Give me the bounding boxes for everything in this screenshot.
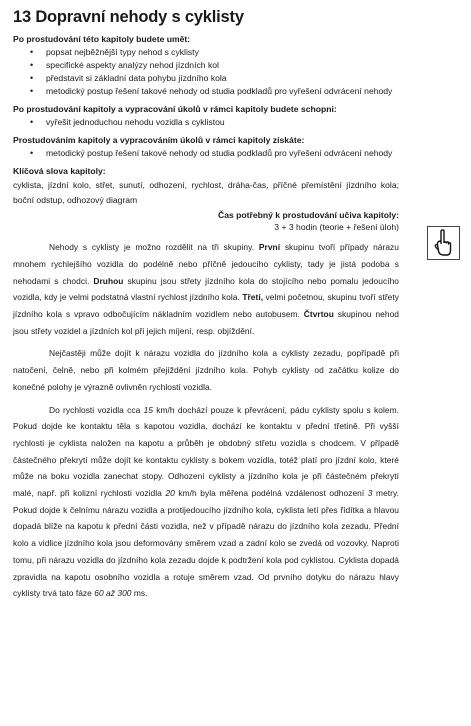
list-item: • metodický postup řešení takové nehody od studia podkladů pro vyřešení odvrácení nehody — [13, 147, 399, 160]
keywords-heading: Klíčová slova kapitoly: — [13, 166, 106, 176]
goals-list — [13, 46, 399, 98]
study-time — [13, 209, 399, 233]
list-item: • vyřešit jednoduchou nehodu vozidla s cyklistou — [13, 116, 399, 129]
list-item: • specifické aspekty analýzy nehod jízdních kol — [13, 59, 399, 72]
list-item: • popsat nejběžnější typy nehod s cyklisty — [13, 46, 399, 59]
page — [13, 8, 399, 602]
study-time-label: Čas potřebný k prostudování učiva kapitoly: — [218, 210, 399, 221]
chapter-title: 13 Dopravní nehody s cyklisty — [13, 8, 244, 26]
list-item: • metodický postup řešení takové nehody od studia podkladů pro vyřešení odvrácení nehody — [13, 85, 399, 98]
pointing-hand-icon — [427, 226, 460, 260]
paragraph-3: Do rychlosti vozidla cca 15 km/h dochází pouze k převrácení, pádu cyklisty spolu s kolem. Pokud dojde ke kontaktu těla s kapotou vozidla, dochází ke kontaktu v přední třetině. Při vyšší rychlosti je cyklista naložen na kapotu a průběh je obdobný střetu vozidla s chodcem. V případě částečného překrytí může dojít ke kontaktu cyklisty s bokem vozidla, totéž platí pro jízdní kolo, které může na boku vozidla zanechat stopy. Odhození cyklisty a jízdního kola je při částečném překrytí malé, např. při kolizní rychlosti vozidla 20 km/h byla měřena podélná vzdálenost odhození 3 metry. Pokud dojde k čelnímu nárazu vozidla a protijedoucího jízdního kola, cyklista letí přes řídítka a hlavou dopadá blíže na kapotu k přední části vozidla, než v případě nárazu do jízdního kola zezadu. Přední kolo a vidlice jízdního kola jsou deformovány směrem vzad a zadní kolo se zvedá od vozovky. Naproti tomu, při nárazu vozidla do jízdního kola zezadu dojde k podtržení kola pod cyklistou. Cyklista dopadá zpravidla na kapotu osobního vozidla a rotuje směrem vzad. Od prvního dotyku do nárazu hlavy cyklisty trvá tato fáze 60 až 300 ms. — [13, 404, 399, 599]
gains-heading: Prostudováním kapitoly a vypracováním úkolů v rámci kapitoly získáte: — [13, 135, 305, 145]
paragraph-1: Nehody s cyklisty je možno rozdělit na tři skupiny. První skupinu tvoří případy nárazu mnohem rychlejšího vozidla do podélně nebo příčně jedoucího cyklisty, tady je jistá podoba s nehodami s chodci. Druhou skupinu jsou střety jízdního kola do stojícího nebo pomalu jedoucího vozidla, kdy je velmi podstatná vlastní rychlost jízdního kola. Třetí, velmi početnou, skupinu tvoří střety jízdního kola s vpravo odbočujícím nákladním vozidlem nebo autobusem. Čtvrtou skupinou nehod jsou střety vozidel a jízdních kol při jejich míjení, resp. objíždění. — [13, 242, 400, 336]
paragraph-2: Nejčastěji může dojít k nárazu vozidla do jízdního kola a cyklisty zezadu, popřípadě při natočení, čelně, nebo při kolmém přejíždění jízdního kola. Pohyb cyklisty od začátku kolize do konečné polohy je výrazně ovlivněn rychlostí vozidla. — [13, 348, 399, 392]
skills-list — [13, 116, 399, 129]
skills-heading: Po prostudování kapitoly a vypracování úkolů v rámci kapitoly budete schopni: — [13, 104, 337, 114]
keywords-text: cyklista, jízdní kolo, střet, sunutí, odhození, rychlost, dráha-čas, příčné přemístění jízdního kola; boční odstup, odhozový diagram — [13, 180, 399, 205]
list-item: • představit si základní data pohybu jízdního kola — [13, 72, 399, 85]
gains-list — [13, 147, 399, 160]
study-time-value: 3 + 3 hodin (teorie + řešení úloh) — [274, 222, 399, 233]
goals-heading: Po prostudování této kapitoly budete umět: — [13, 34, 191, 44]
